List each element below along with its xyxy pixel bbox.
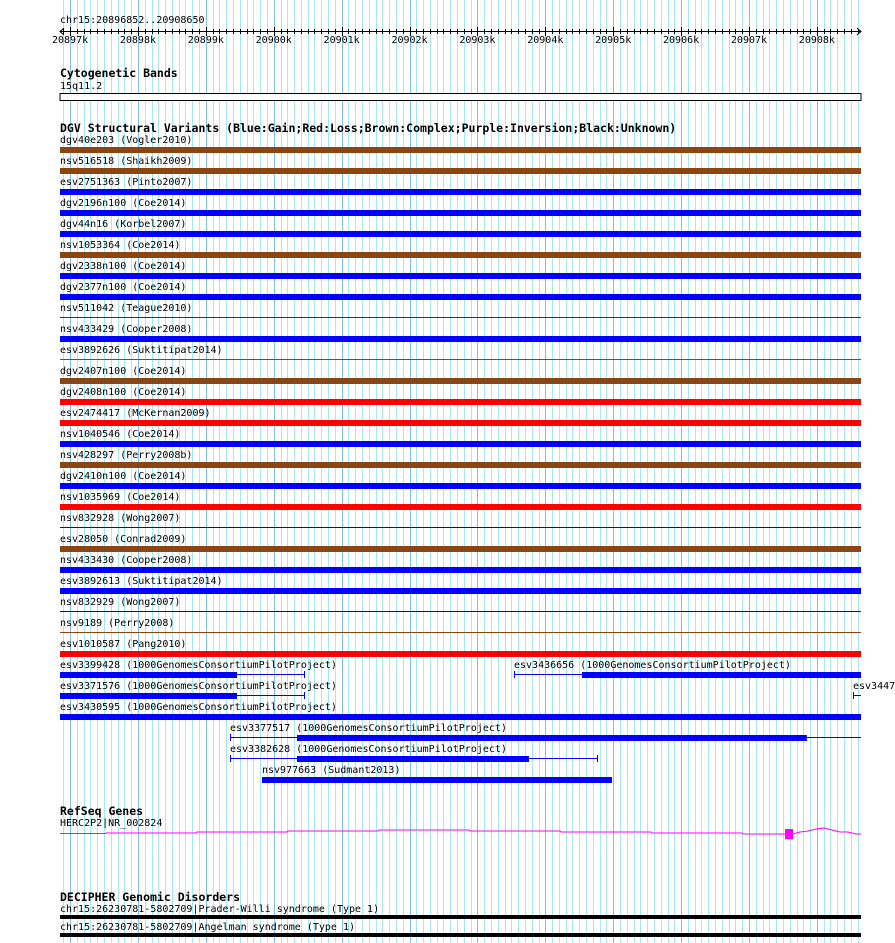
dgv-variant-bar — [60, 294, 861, 300]
dgv-variant-label[interactable]: esv3892613 (Suktitipat2014) — [60, 576, 223, 587]
dgv-variant-bar — [60, 588, 861, 594]
ruler-tick-label: 20903k — [459, 35, 496, 46]
dgv-variant-label[interactable]: nsv516518 (Shaikh2009) — [60, 156, 193, 167]
dgv-variant-label[interactable]: dgv2377n100 (Coe2014) — [60, 282, 187, 293]
dgv-variant-line — [60, 359, 861, 360]
ruler-tick-label: 20900k — [255, 35, 292, 46]
dgv-variant-label[interactable]: esv28050 (Conrad2009) — [60, 534, 187, 545]
cytoband-track-title[interactable]: Cytogenetic Bands — [60, 66, 178, 80]
dgv-variant-label[interactable]: nsv832929 (Wong2007) — [60, 597, 181, 608]
dgv-variant-label[interactable]: dgv2410n100 (Coe2014) — [60, 471, 187, 482]
dgv-variant-bar — [262, 777, 612, 783]
dgv-variant-label[interactable]: dgv2196n100 (Coe2014) — [60, 198, 187, 209]
decipher-bar — [60, 933, 861, 937]
dgv-variant-label[interactable]: dgv44n16 (Korbel2007) — [60, 219, 187, 230]
refseq-track-title[interactable]: RefSeq Genes — [60, 804, 144, 818]
decipher-track-title[interactable]: DECIPHER Genomic Disorders — [60, 890, 241, 904]
dgv-variant-bar — [60, 210, 861, 216]
ruler-tick-label: 20905k — [595, 35, 632, 46]
dgv-variant-bar — [60, 189, 861, 195]
dgv-variant-bar — [60, 672, 237, 678]
cytoband-band — [60, 94, 861, 101]
ruler-tick-label: 20906k — [663, 35, 700, 46]
dgv-variant-label[interactable]: nsv977663 (Sudmant2013) — [262, 765, 401, 776]
dgv-variant-label[interactable]: nsv1053364 (Coe2014) — [60, 240, 181, 251]
dgv-variant-label[interactable]: nsv9189 (Perry2008) — [60, 618, 175, 629]
ruler-tick-label: 20904k — [527, 35, 564, 46]
decipher-bar — [60, 915, 861, 919]
dgv-variant-bar — [60, 462, 861, 468]
refseq-gene-label[interactable]: HERC2P2|NR_002824 — [60, 818, 163, 829]
dgv-variant-label[interactable]: esv2751363 (Pinto2007) — [60, 177, 193, 188]
dgv-variant-line — [60, 611, 861, 612]
dgv-variant-bar — [60, 399, 861, 405]
ruler-tick-label: 20899k — [187, 35, 224, 46]
dgv-variant-label[interactable]: esv3377517 (1000GenomesConsortiumPilotProject) — [230, 723, 507, 734]
dgv-variant-label[interactable]: esv3399428 (1000GenomesConsortiumPilotProject) — [60, 660, 337, 671]
dgv-variant-label[interactable]: nsv433429 (Cooper2008) — [60, 324, 193, 335]
dgv-variant-bar — [60, 147, 861, 153]
dgv-variant-label[interactable]: esv1010587 (Pang2010) — [60, 639, 187, 650]
dgv-variant-bar — [60, 336, 861, 342]
dgv-variant-label[interactable]: nsv433430 (Cooper2008) — [60, 555, 193, 566]
ruler-tick-label: 20898k — [119, 35, 156, 46]
dgv-variant-bar — [60, 546, 861, 552]
dgv-variant-label[interactable]: nsv832928 (Wong2007) — [60, 513, 181, 524]
dgv-variant-bar — [60, 693, 237, 699]
refseq-exon — [785, 829, 793, 839]
dgv-track-title[interactable]: DGV Structural Variants (Blue:Gain;Red:Loss;Brown:Complex;Purple:Inversion;Black:Unknown) — [60, 121, 677, 135]
ruler-tick-label: 20901k — [323, 35, 360, 46]
dgv-variant-line — [60, 632, 861, 633]
decipher-label[interactable]: chr15:26230781-5802709|Angelman syndrome (Type 1) — [60, 922, 356, 933]
dgv-variant-bar — [297, 756, 529, 762]
dgv-variant-bar — [60, 567, 861, 573]
dgv-variant-label[interactable]: esv2474417 (McKernan2009) — [60, 408, 211, 419]
dgv-variant-label[interactable]: nsv511042 (Teague2010) — [60, 303, 193, 314]
dgv-variant-label[interactable]: esv3892626 (Suktitipat2014) — [60, 345, 223, 356]
dgv-variant-bar — [60, 378, 861, 384]
dgv-variant-label[interactable]: nsv428297 (Perry2008b) — [60, 450, 193, 461]
ruler-tick-label: 20907k — [730, 35, 768, 46]
dgv-variant-label[interactable]: dgv2407n100 (Coe2014) — [60, 366, 187, 377]
dgv-variant-bar — [60, 231, 861, 237]
dgv-variant-bar — [60, 252, 861, 258]
dgv-variant-bar — [582, 672, 861, 678]
dgv-variant-bar — [60, 504, 861, 510]
dgv-variant-label[interactable]: esv3382628 (1000GenomesConsortiumPilotProject) — [230, 744, 507, 755]
cytoband-label: 15q11.2 — [60, 81, 103, 92]
refseq-intron-line — [60, 830, 785, 834]
dgv-variant-bar — [60, 273, 861, 279]
ruler-tick-label: 20902k — [391, 35, 428, 46]
dgv-variant-line — [60, 527, 861, 528]
dgv-variant-label[interactable]: esv3436656 (1000GenomesConsortiumPilotProject) — [514, 660, 791, 671]
dgv-variant-label[interactable]: esv3447 — [853, 681, 895, 692]
ruler-tick-label: 20908k — [798, 35, 835, 46]
dgv-variant-label[interactable]: dgv2408n100 (Coe2014) — [60, 387, 187, 398]
dgv-variant-bar — [60, 168, 861, 174]
dgv-variant-bar — [60, 714, 861, 720]
dgv-variant-label[interactable]: esv3430595 (1000GenomesConsortiumPilotProject) — [60, 702, 337, 713]
dgv-variant-line — [60, 317, 861, 318]
dgv-variant-label[interactable]: nsv1035969 (Coe2014) — [60, 492, 181, 503]
dgv-variant-bar — [60, 651, 861, 657]
dgv-variant-bar — [60, 483, 861, 489]
ruler-tick-label: 20897k — [51, 35, 89, 46]
decipher-label[interactable]: chr15:26230781-5802709|Prader-Willi syndrome (Type 1) — [60, 904, 380, 915]
dgv-variant-label[interactable]: esv3371576 (1000GenomesConsortiumPilotProject) — [60, 681, 337, 692]
dgv-variant-bar — [60, 420, 861, 426]
dgv-variant-label[interactable]: dgv2338n100 (Coe2014) — [60, 261, 187, 272]
dgv-variant-label[interactable]: nsv1040546 (Coe2014) — [60, 429, 181, 440]
dgv-variant-bar — [297, 735, 807, 741]
location-label: chr15:20896852..20908650 — [60, 15, 205, 26]
dgv-variant-bar — [60, 441, 861, 447]
dgv-variant-label[interactable]: dgv40e203 (Vogler2010) — [60, 135, 193, 146]
